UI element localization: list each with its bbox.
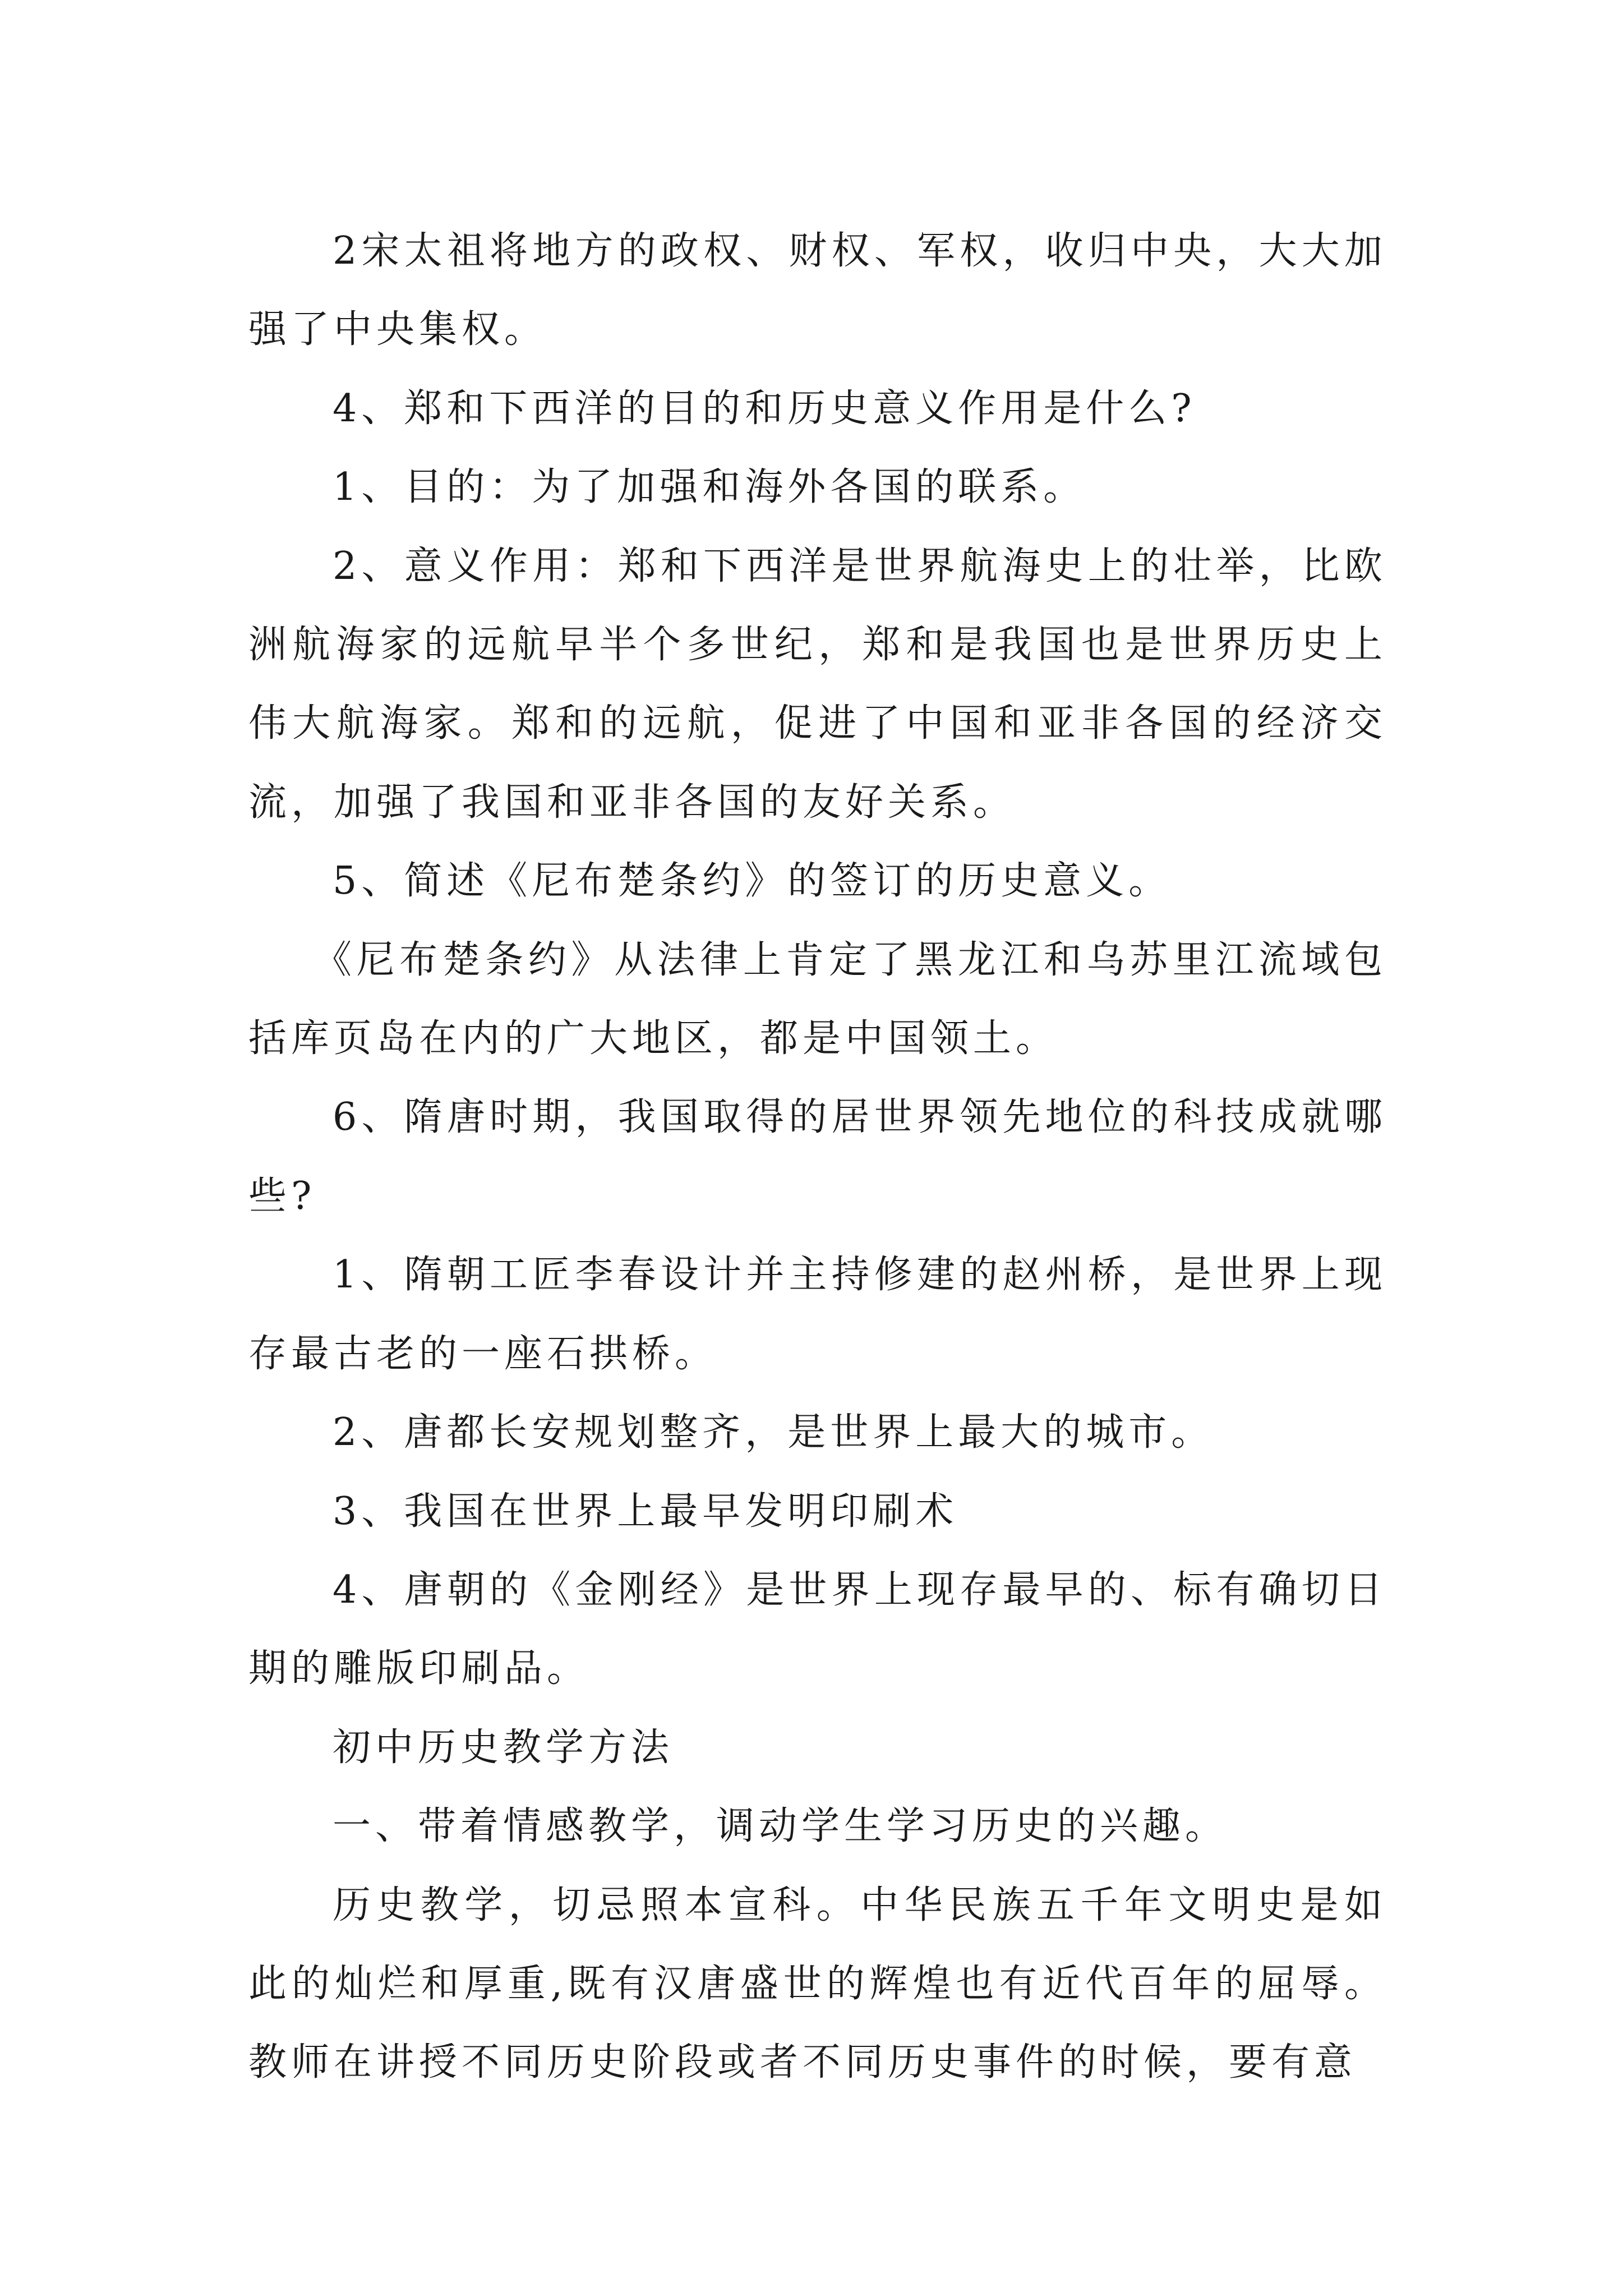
answer-zhaozhou-bridge: 1、隋朝工匠李春设计并主持修建的赵州桥，是世界上现存最古老的一座石拱桥。: [248, 1253, 1387, 1376]
answer-changan-city: 2、唐都长安规划整齐，是世界上最大的城市。: [333, 1410, 1214, 1455]
answer-zheng-he-purpose: 1、目的：为了加强和海外各国的联系。: [333, 465, 1086, 510]
method-one-heading: 一、带着情感教学，调动学生学习历史的兴趣。: [333, 1804, 1228, 1849]
question-zheng-he: 4、郑和下西洋的目的和历史意义作用是什么?: [333, 386, 1196, 431]
section-heading-teaching-methods: 初中历史教学方法: [333, 1725, 674, 1770]
answer-diamond-sutra: 4、唐朝的《金刚经》是世界上现存最早的、标有确切日期的雕版印刷品。: [248, 1567, 1387, 1691]
question-nerchinsk-treaty: 5、简述《尼布楚条约》的签订的历史意义。: [333, 859, 1172, 904]
method-one-body: 历史教学，切忌照本宣科。中华民族五千年文明史是如此的灿烂和厚重,既有汉唐盛世的辉煌也有近代百年的屈辱。教师在讲授不同历史阶段或者不同历史事件的时候，要有意: [248, 1883, 1387, 2085]
answer-zheng-he-significance: 2、意义作用：郑和下西洋是世界航海史上的壮举，比欧洲航海家的远航早半个多世纪，郑和是我国也是世界历史上伟大航海家。郑和的远航，促进了中国和亚非各国的经济交流，加强了我国和亚非各国的友好关系。: [248, 544, 1387, 825]
answer-printing: 3、我国在世界上最早发明印刷术: [333, 1489, 958, 1534]
answer-nerchinsk-treaty: 《尼布楚条约》从法律上肯定了黑龙江和乌苏里江流域包括库页岛在内的广大地区，都是中国领土。: [248, 937, 1387, 1061]
question-sui-tang-technology: 6、隋唐时期，我国取得的居世界领先地位的科技成就哪些?: [248, 1095, 1387, 1218]
document-body: [248, 212, 1387, 2102]
paragraph-song-taizu: 2宋太祖将地方的政权、财权、军权，收归中央，大大加强了中央集权。: [248, 229, 1387, 352]
